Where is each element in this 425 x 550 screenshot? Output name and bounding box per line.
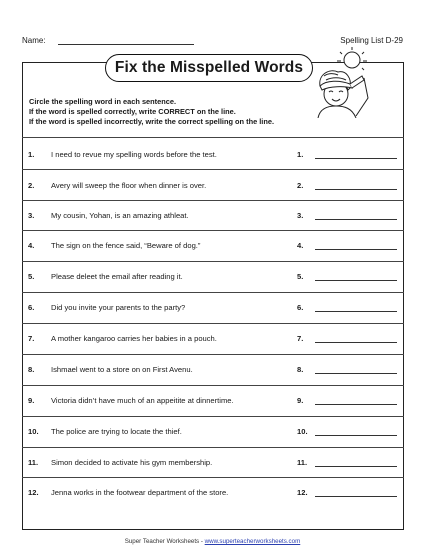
question-row-9 <box>22 396 404 408</box>
divider <box>22 477 404 478</box>
answer-number: 5. <box>297 272 304 281</box>
question-number: 6. <box>28 303 35 312</box>
divider <box>22 200 404 201</box>
name-field-line[interactable] <box>58 44 194 45</box>
question-number: 8. <box>28 365 35 374</box>
question-sentence: Victoria didn’t have much of an appeitite at dinnertime. <box>51 396 234 405</box>
answer-number: 7. <box>297 334 304 343</box>
question-row-2 <box>22 181 404 193</box>
divider <box>22 230 404 231</box>
question-row-6 <box>22 303 404 315</box>
divider <box>22 323 404 324</box>
divider <box>22 292 404 293</box>
question-number: 7. <box>28 334 35 343</box>
question-number: 2. <box>28 181 35 190</box>
question-row-3 <box>22 211 404 223</box>
divider <box>22 385 404 386</box>
answer-line[interactable] <box>315 158 397 159</box>
footer-separator: - <box>199 538 205 545</box>
question-sentence: The police are trying to locate the thief. <box>51 427 182 436</box>
page-title: Fix the Misspelled Words <box>105 54 313 82</box>
question-number: 12. <box>28 488 39 497</box>
question-sentence: A mother kangaroo carries her babies in a pouch. <box>51 334 217 343</box>
question-number: 1. <box>28 150 35 159</box>
answer-number: 4. <box>297 241 304 250</box>
answer-line[interactable] <box>315 404 397 405</box>
answer-number: 11. <box>297 458 308 467</box>
answer-number: 6. <box>297 303 304 312</box>
question-row-1 <box>22 150 404 162</box>
question-row-5 <box>22 272 404 284</box>
name-label: Name: <box>22 36 46 45</box>
answer-line[interactable] <box>315 219 397 220</box>
question-sentence: Ishmael went to a store on on First Avenu. <box>51 365 193 374</box>
question-row-11 <box>22 458 404 470</box>
answer-line[interactable] <box>315 496 397 497</box>
answer-number: 9. <box>297 396 304 405</box>
answer-line[interactable] <box>315 342 397 343</box>
answer-line[interactable] <box>315 311 397 312</box>
question-row-4 <box>22 241 404 253</box>
footer-brand: Super Teacher Worksheets <box>124 538 200 545</box>
footer-link[interactable]: www.superteacherworksheets.com <box>204 538 301 545</box>
answer-number: 8. <box>297 365 304 374</box>
question-sentence: Did you invite your parents to the party? <box>51 303 186 312</box>
question-row-10 <box>22 427 404 439</box>
divider <box>22 447 404 448</box>
question-sentence: Simon decided to activate his gym membership. <box>51 458 213 467</box>
divider <box>22 137 404 138</box>
divider <box>22 261 404 262</box>
question-sentence: I need to revue my spelling words before the test. <box>51 150 217 159</box>
question-row-7 <box>22 334 404 346</box>
answer-line[interactable] <box>315 189 397 190</box>
question-number: 9. <box>28 396 35 405</box>
question-row-8 <box>22 365 404 377</box>
child-shading-eyes-illustration <box>306 46 388 118</box>
answer-number: 2. <box>297 181 304 190</box>
question-sentence: Avery will sweep the floor when dinner is over. <box>51 181 207 190</box>
instruction-line: If the word is spelled correctly, write CORRECT on the line. <box>29 107 236 117</box>
answer-number: 1. <box>297 150 304 159</box>
question-sentence: My cousin, Yohan, is an amazing athleat. <box>51 211 189 220</box>
spelling-list-label: Spelling List D-29 <box>340 36 403 45</box>
question-number: 4. <box>28 241 35 250</box>
divider <box>22 416 404 417</box>
answer-line[interactable] <box>315 280 397 281</box>
question-sentence: Please deleet the email after reading it. <box>51 272 183 281</box>
answer-line[interactable] <box>315 249 397 250</box>
divider <box>22 169 404 170</box>
question-number: 10. <box>28 427 39 436</box>
sun-icon <box>337 47 367 70</box>
divider <box>22 354 404 355</box>
instruction-line: Circle the spelling word in each sentence. <box>29 97 177 106</box>
answer-number: 12. <box>297 488 308 497</box>
answer-line[interactable] <box>315 466 397 467</box>
answer-number: 10. <box>297 427 308 436</box>
answer-line[interactable] <box>315 373 397 374</box>
question-number: 3. <box>28 211 35 220</box>
answer-line[interactable] <box>315 435 397 436</box>
question-number: 5. <box>28 272 35 281</box>
question-sentence: Jenna works in the footwear department of the store. <box>51 488 229 497</box>
footer <box>0 538 425 545</box>
question-row-12 <box>22 488 404 500</box>
question-number: 11. <box>28 458 39 467</box>
answer-number: 3. <box>297 211 304 220</box>
question-sentence: The sign on the fence said, “Beware of dog.” <box>51 241 201 250</box>
instructions <box>29 97 274 128</box>
instruction-line: If the word is spelled incorrectly, write the correct spelling on the line. <box>29 117 275 127</box>
